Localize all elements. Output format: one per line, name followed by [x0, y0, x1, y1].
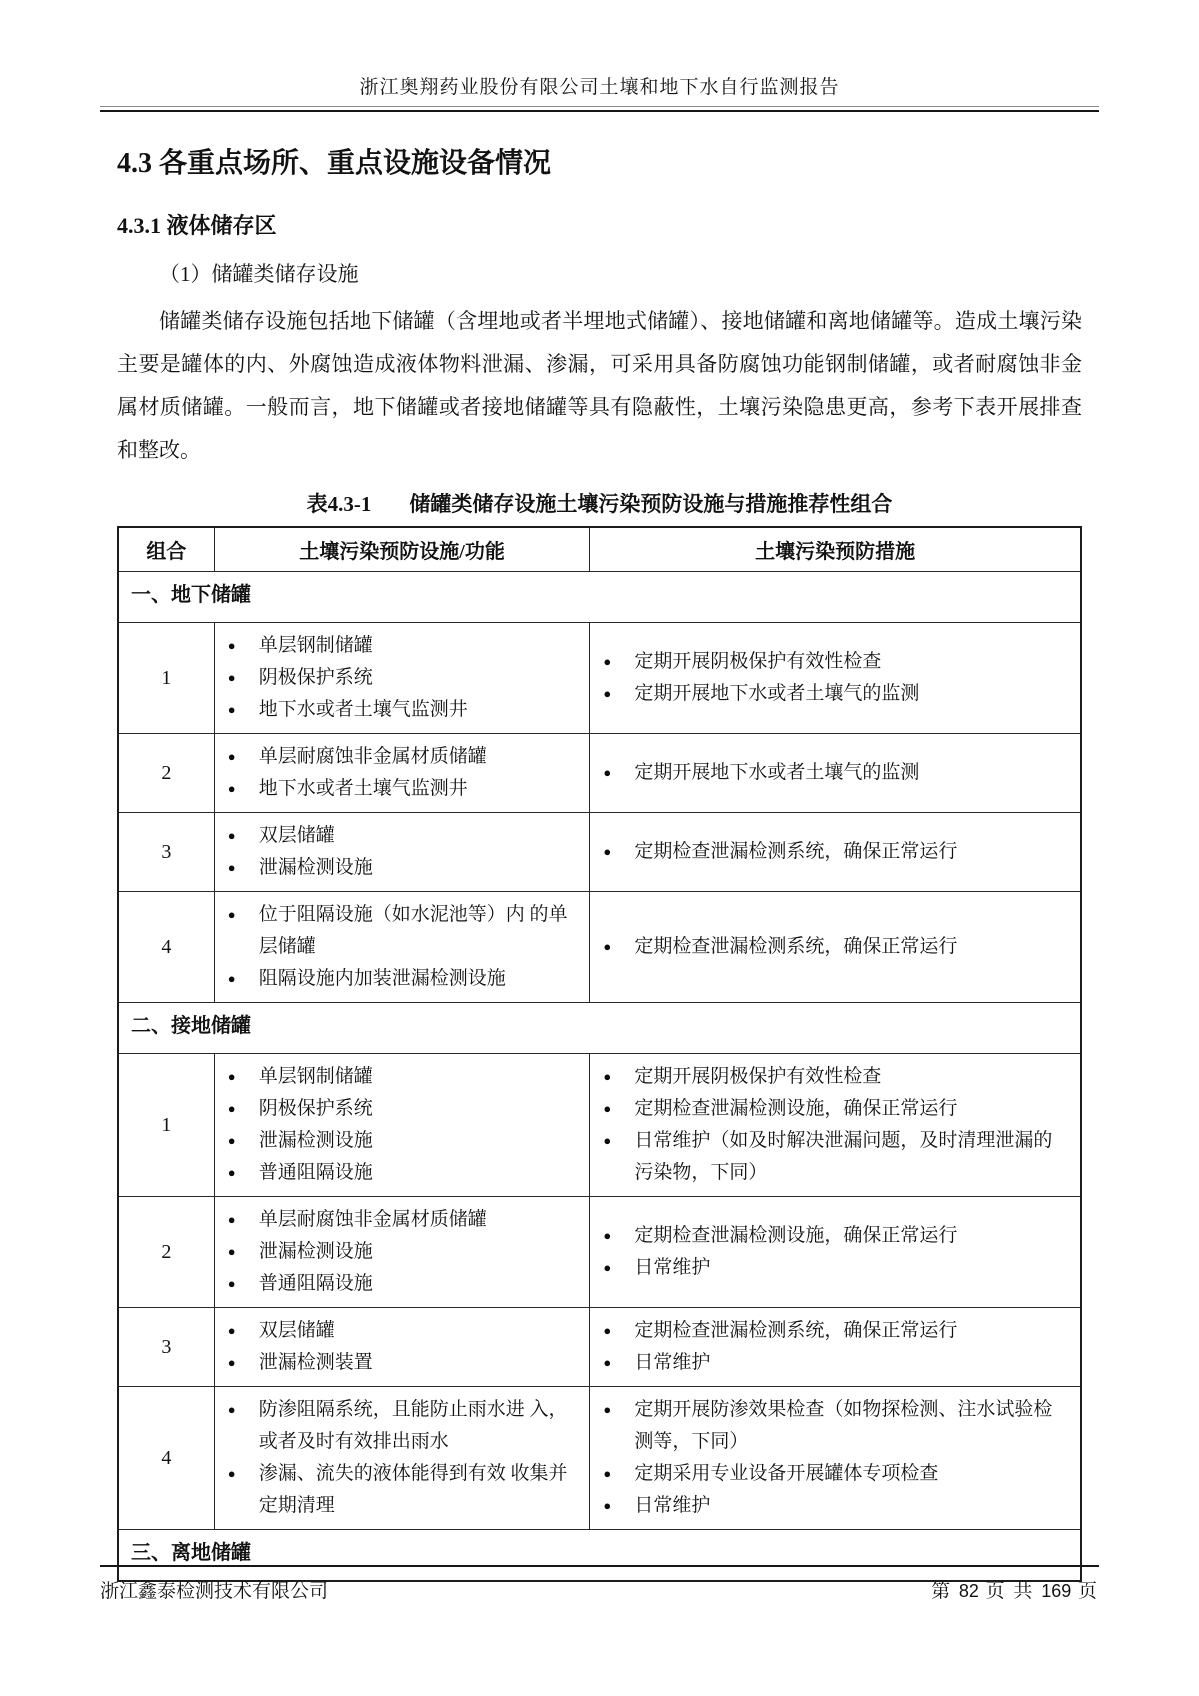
page-number: 第 82 页 共 169 页: [931, 1581, 1099, 1602]
bullet-icon: ●: [603, 844, 612, 859]
table-row: [118, 1054, 1081, 1197]
bullet-icon: ●: [603, 939, 612, 954]
facility-item-text: 地下水或者土壤气监测井: [258, 778, 468, 799]
table-header-row: [118, 527, 1081, 572]
measure-item-text: 定期检查泄漏检测系统，确保正常运行: [634, 1320, 958, 1341]
measure-item: [590, 931, 1074, 963]
measure-item-text: 定期开展地下水或者土壤气的监测: [634, 683, 920, 704]
facility-item-text: 阴极保护系统: [258, 667, 373, 688]
combo-number: 1: [118, 1054, 214, 1197]
facility-item: [215, 1268, 584, 1300]
prevention-table: [117, 526, 1082, 1582]
bullet-icon: ●: [227, 1212, 236, 1227]
combo-number: 1: [118, 623, 214, 734]
measure-item: [590, 1315, 1074, 1347]
bullet-icon: ●: [227, 907, 236, 922]
bullet-icon: ●: [603, 1323, 612, 1338]
bullet-icon: ●: [603, 1101, 612, 1116]
table-row: [118, 734, 1081, 813]
measure-item: [590, 1394, 1074, 1458]
facility-item: [215, 899, 584, 963]
bullet-icon: ●: [603, 765, 612, 780]
facility-item-text: 位于阻隔设施（如水泥池等）内 的单层储罐: [258, 904, 568, 957]
facility-item-text: 单层耐腐蚀非金属材质储罐: [258, 1209, 487, 1230]
facility-item-text: 双层储罐: [258, 1320, 335, 1341]
bullet-icon: ●: [227, 1165, 236, 1180]
facility-item-text: 泄漏检测设施: [258, 1241, 373, 1262]
bullet-icon: ●: [227, 781, 236, 796]
table-caption-label: 表4.3-1: [306, 492, 372, 516]
facility-item: [215, 1347, 584, 1379]
measure-item-text: 日常维护: [634, 1495, 711, 1516]
facility-items-cell: [214, 813, 590, 892]
facility-item: [215, 773, 584, 805]
measure-item-text: 定期开展地下水或者土壤气的监测: [634, 762, 920, 783]
bullet-icon: ●: [227, 1466, 236, 1481]
measure-item-text: 日常维护: [634, 1352, 711, 1373]
bullet-icon: ●: [227, 1323, 236, 1338]
measure-items-cell: [590, 1054, 1081, 1197]
subsection-title: 4.3.1 液体储存区: [117, 213, 277, 238]
facility-items-cell: [214, 734, 590, 813]
bullet-icon: ●: [227, 1244, 236, 1259]
facility-item-text: 双层储罐: [258, 825, 335, 846]
measure-items-cell: [590, 1308, 1081, 1387]
table-caption: [117, 488, 1082, 518]
bullet-icon: ●: [603, 1466, 612, 1481]
facility-item-text: 阴极保护系统: [258, 1098, 373, 1119]
bullet-icon: ●: [603, 1402, 612, 1417]
list-item-heading: （1）储罐类储存设施: [159, 262, 359, 286]
facility-item-text: 普通阻隔设施: [258, 1162, 373, 1183]
facility-items-cell: [214, 1054, 590, 1197]
bullet-icon: ●: [227, 971, 236, 986]
measure-items-cell: [590, 1387, 1081, 1530]
combo-number: 2: [118, 1197, 214, 1308]
group-title: 二、接地储罐: [118, 1003, 1081, 1054]
measure-item: [590, 1220, 1074, 1252]
table-row: [118, 1308, 1081, 1387]
facility-items-cell: [214, 1387, 590, 1530]
bullet-icon: ●: [227, 860, 236, 875]
page-content: [117, 146, 1082, 1582]
measure-items-cell: [590, 623, 1081, 734]
column-header-combo: 组合: [118, 527, 214, 572]
combo-number: 4: [118, 1387, 214, 1530]
combo-number: 4: [118, 892, 214, 1003]
facility-item: [215, 852, 584, 884]
measure-items-cell: [590, 1197, 1081, 1308]
facility-item: [215, 1315, 584, 1347]
measure-item: [590, 836, 1074, 868]
facility-item: [215, 1093, 584, 1125]
page-footer: [100, 1565, 1099, 1603]
measure-items-cell: [590, 734, 1081, 813]
group-title: 三、离地储罐: [118, 1530, 1081, 1582]
table-row: [118, 1197, 1081, 1308]
facility-items-cell: [214, 892, 590, 1003]
facility-item: [215, 1236, 584, 1268]
facility-item-text: 泄漏检测设施: [258, 857, 373, 878]
table-row: [118, 813, 1081, 892]
facility-item: [215, 1204, 584, 1236]
measure-items-cell: [590, 892, 1081, 1003]
bullet-icon: ●: [603, 1498, 612, 1513]
bullet-icon: ●: [603, 1355, 612, 1370]
table-row: [118, 892, 1081, 1003]
bullet-icon: ●: [227, 670, 236, 685]
facility-item: [215, 1394, 584, 1458]
bullet-icon: ●: [603, 1260, 612, 1275]
bullet-icon: ●: [227, 638, 236, 653]
bullet-icon: ●: [227, 1402, 236, 1417]
measure-item: [590, 1252, 1074, 1284]
table-caption-title: 储罐类储存设施土壤污染预防设施与措施推荐性组合: [409, 492, 893, 516]
facility-item: [215, 694, 584, 726]
measure-item: [590, 1061, 1074, 1093]
column-header-measures: 土壤污染预防措施: [590, 527, 1081, 572]
bullet-icon: ●: [227, 1276, 236, 1291]
measure-item-text: 定期开展防渗效果检查（如物探检测、注水试验检测等，下同）: [634, 1399, 1053, 1452]
measure-item: [590, 1347, 1074, 1379]
combo-number: 2: [118, 734, 214, 813]
bullet-icon: ●: [603, 1133, 612, 1148]
facility-item-text: 泄漏检测设施: [258, 1130, 373, 1151]
table-group-row: [118, 1003, 1081, 1054]
facility-item: [215, 1458, 584, 1522]
measure-item-text: 定期检查泄漏检测系统，确保正常运行: [634, 936, 958, 957]
facility-item-text: 单层耐腐蚀非金属材质储罐: [258, 746, 487, 767]
section-title: 4.3 各重点场所、重点设施设备情况: [117, 148, 552, 179]
facility-item-text: 泄漏检测装置: [258, 1352, 373, 1373]
facility-items-cell: [214, 623, 590, 734]
bullet-icon: ●: [227, 1101, 236, 1116]
combo-number: 3: [118, 1308, 214, 1387]
measure-item-text: 定期开展阴极保护有效性检查: [634, 1066, 882, 1087]
bullet-icon: ●: [603, 1228, 612, 1243]
measure-item: [590, 678, 1074, 710]
facility-item: [215, 662, 584, 694]
measure-item-text: 定期检查泄漏检测系统，确保正常运行: [634, 841, 958, 862]
facility-item: [215, 630, 584, 662]
bullet-icon: ●: [227, 1069, 236, 1084]
facility-item-text: 单层钢制储罐: [258, 635, 373, 656]
facility-item-text: 普通阻隔设施: [258, 1273, 373, 1294]
measure-item: [590, 646, 1074, 678]
measure-item-text: 定期开展阴极保护有效性检查: [634, 651, 882, 672]
bullet-icon: ●: [227, 749, 236, 764]
column-header-facilities: 土壤污染预防设施/功能: [214, 527, 590, 572]
bullet-icon: ●: [227, 1355, 236, 1370]
facility-item: [215, 741, 584, 773]
combo-number: 3: [118, 813, 214, 892]
measure-item-text: 定期检查泄漏检测设施，确保正常运行: [634, 1098, 958, 1119]
facility-item: [215, 1061, 584, 1093]
report-title: 浙江奥翔药业股份有限公司土壤和地下水自行监测报告: [359, 77, 840, 98]
facility-items-cell: [214, 1197, 590, 1308]
facility-item-text: 阻隔设施内加装泄漏检测设施: [258, 968, 506, 989]
measure-item: [590, 757, 1074, 789]
table-group-row: [118, 572, 1081, 623]
facility-item-text: 渗漏、流失的液体能得到有效 收集并定期清理: [258, 1463, 568, 1516]
body-paragraph: 储罐类储存设施包括地下储罐（含埋地或者半埋地式储罐）、接地储罐和离地储罐等。造成土壤污染主要是罐体的内、外腐蚀造成液体物料泄漏、渗漏，可采用具备防腐蚀功能钢制储罐，或者耐腐蚀非金属材质储罐。一般而言，地下储罐或者接地储罐等具有隐蔽性，土壤污染隐患更高，参考下表开展排查和整改。: [117, 309, 1082, 462]
table-row: [118, 1387, 1081, 1530]
measure-item-text: 定期采用专业设备开展罐体专项检查: [634, 1463, 939, 1484]
measure-items-cell: [590, 813, 1081, 892]
bullet-icon: ●: [227, 828, 236, 843]
facility-item: [215, 963, 584, 995]
page-header: [100, 72, 1099, 112]
header-rule: [100, 106, 1099, 112]
footer-company: 浙江鑫泰检测技术有限公司: [100, 1581, 329, 1602]
bullet-icon: ●: [603, 686, 612, 701]
measure-item-text: 定期检查泄漏检测设施，确保正常运行: [634, 1225, 958, 1246]
facility-item: [215, 1157, 584, 1189]
measure-item-text: 日常维护（如及时解决泄漏问题，及时清理泄漏的污染物，下同）: [634, 1130, 1053, 1183]
bullet-icon: ●: [227, 1133, 236, 1148]
measure-item: [590, 1093, 1074, 1125]
bullet-icon: ●: [227, 702, 236, 717]
bullet-icon: ●: [603, 654, 612, 669]
facility-items-cell: [214, 1308, 590, 1387]
measure-item-text: 日常维护: [634, 1257, 711, 1278]
measure-item: [590, 1125, 1074, 1189]
measure-item: [590, 1490, 1074, 1522]
facility-item: [215, 1125, 584, 1157]
table-row: [118, 623, 1081, 734]
group-title: 一、地下储罐: [118, 572, 1081, 623]
facility-item-text: 地下水或者土壤气监测井: [258, 699, 468, 720]
bullet-icon: ●: [603, 1069, 612, 1084]
facility-item: [215, 820, 584, 852]
facility-item-text: 单层钢制储罐: [258, 1066, 373, 1087]
facility-item-text: 防渗阻隔系统，且能防止雨水进 入，或者及时有效排出雨水: [258, 1399, 568, 1452]
measure-item: [590, 1458, 1074, 1490]
